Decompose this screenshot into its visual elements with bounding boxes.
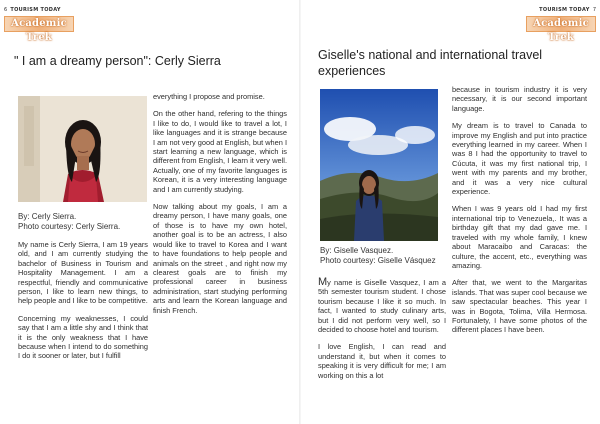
right-paragraph-text: y name is Giselle Vasquez, I am a 5th semester tourism student. I chose tourism because I like it so much. In fact, I wanted to study culinary arts, but I did not perform very well, so I decided to choose hotel and tourism. <box>318 278 446 335</box>
left-photo-caption <box>18 212 148 232</box>
left-paragraph: On the other hand, refering to the things I like to do, I would like to travel a lot, I like languages and it is strange because I am not very good at English, but when I start learning a new language, which is different from English, I learn it very well. Actually, one of my favorite languages is Korean, it is a very interesting language and I am currently studying. <box>153 109 287 194</box>
left-column-1 <box>18 240 148 369</box>
landscape-portrait-image <box>320 89 438 241</box>
right-paragraph: After that, we went to the Margaritas islands. That was super cool because we saw spectacular beaches. This year I was in Bogota, Tolima, Villa Hermosa. Fortunalety, I have some photos of the different places I have been. <box>452 278 587 335</box>
left-byline: By: Cerly Sierra. <box>18 212 77 221</box>
right-paragraph: because in tourism industry it is very necessary, it is our second important language. <box>452 85 587 113</box>
right-page-number: 7 <box>592 7 596 13</box>
left-paragraph: My name is Cerly Sierra, I am 19 years old, and I am currently studying the bachelor of Business in Tourism and Hospitality Management. I am a respectful, friendly and communicative person, I like to learn new things, to help people and I like to be competitive. <box>18 240 148 306</box>
right-paragraph: I love English, I can read and understand it, but when it comes to speaking it is very difficult for me; I am working on this a lot <box>318 342 446 380</box>
right-column-1 <box>318 278 446 388</box>
left-article-title: " I am a dreamy person": Cerly Sierra <box>14 54 221 68</box>
left-page-number: 6 <box>4 7 8 13</box>
right-banner-text: Academic Trek <box>533 18 589 43</box>
left-paragraph: Concerning my weaknesses, I could say that I am a little shy and I think that it is the only weakness that I have because when I intend to do something I do it sooner or later, but I fulfill <box>18 313 148 361</box>
left-photo-credit: Photo courtesy: Cerly Sierra. <box>18 222 121 231</box>
left-paragraph: everything I propose and promise. <box>153 92 265 101</box>
right-column-2 <box>452 85 587 343</box>
right-runhead-title: TOURISM TODAY <box>539 7 590 13</box>
right-running-head <box>539 7 596 13</box>
right-article-title: Giselle's national and international travel experiences <box>318 48 543 78</box>
left-banner-text: Academic Trek <box>11 18 67 43</box>
right-paragraph <box>318 278 446 334</box>
right-photo-caption <box>320 246 450 266</box>
left-paragraph: Now talking about my goals, I am a dreamy person, I have many goals, one of those is to have my own hotel, another goal is to be an actress, I also would like to travel to Korea and I want to have foundations to help people and animals on the street , and right now my clearest goals are to finish my professional career in business administration, start studying performing arts and learn the Korean language and finish French. <box>153 202 287 315</box>
right-byline: By: Giselle Vasquez. <box>320 246 394 255</box>
giselle-photo <box>320 89 438 241</box>
left-runhead-title: TOURISM TODAY <box>10 7 61 13</box>
left-column-2 <box>153 92 287 323</box>
right-photo-credit: Photo courtesy: Giselle Vásquez <box>320 256 436 265</box>
right-section-banner <box>526 16 596 43</box>
left-running-head <box>4 7 61 13</box>
right-paragraph: My dream is to travel to Canada to improve my English and put into practice everything learned in my career. When I was 8 I had the opportunity to travel to Cúcuta, it was my first national trip, I went with my parents and my brother, and it was a very nice cultural experience. <box>452 121 587 197</box>
right-page <box>300 0 600 424</box>
right-paragraph: When I was 9 years old I had my first international trip to Venezuela,. It was a birthday gift that my dad gave me. I traveled with my whole family, I knew about Maracaibo and Caracas: the culture, the accent, etc., everything was amazing. <box>452 204 587 270</box>
drop-cap: M <box>318 276 328 288</box>
cerly-photo <box>18 96 147 202</box>
left-section-banner <box>4 16 74 43</box>
portrait-image <box>18 96 147 202</box>
